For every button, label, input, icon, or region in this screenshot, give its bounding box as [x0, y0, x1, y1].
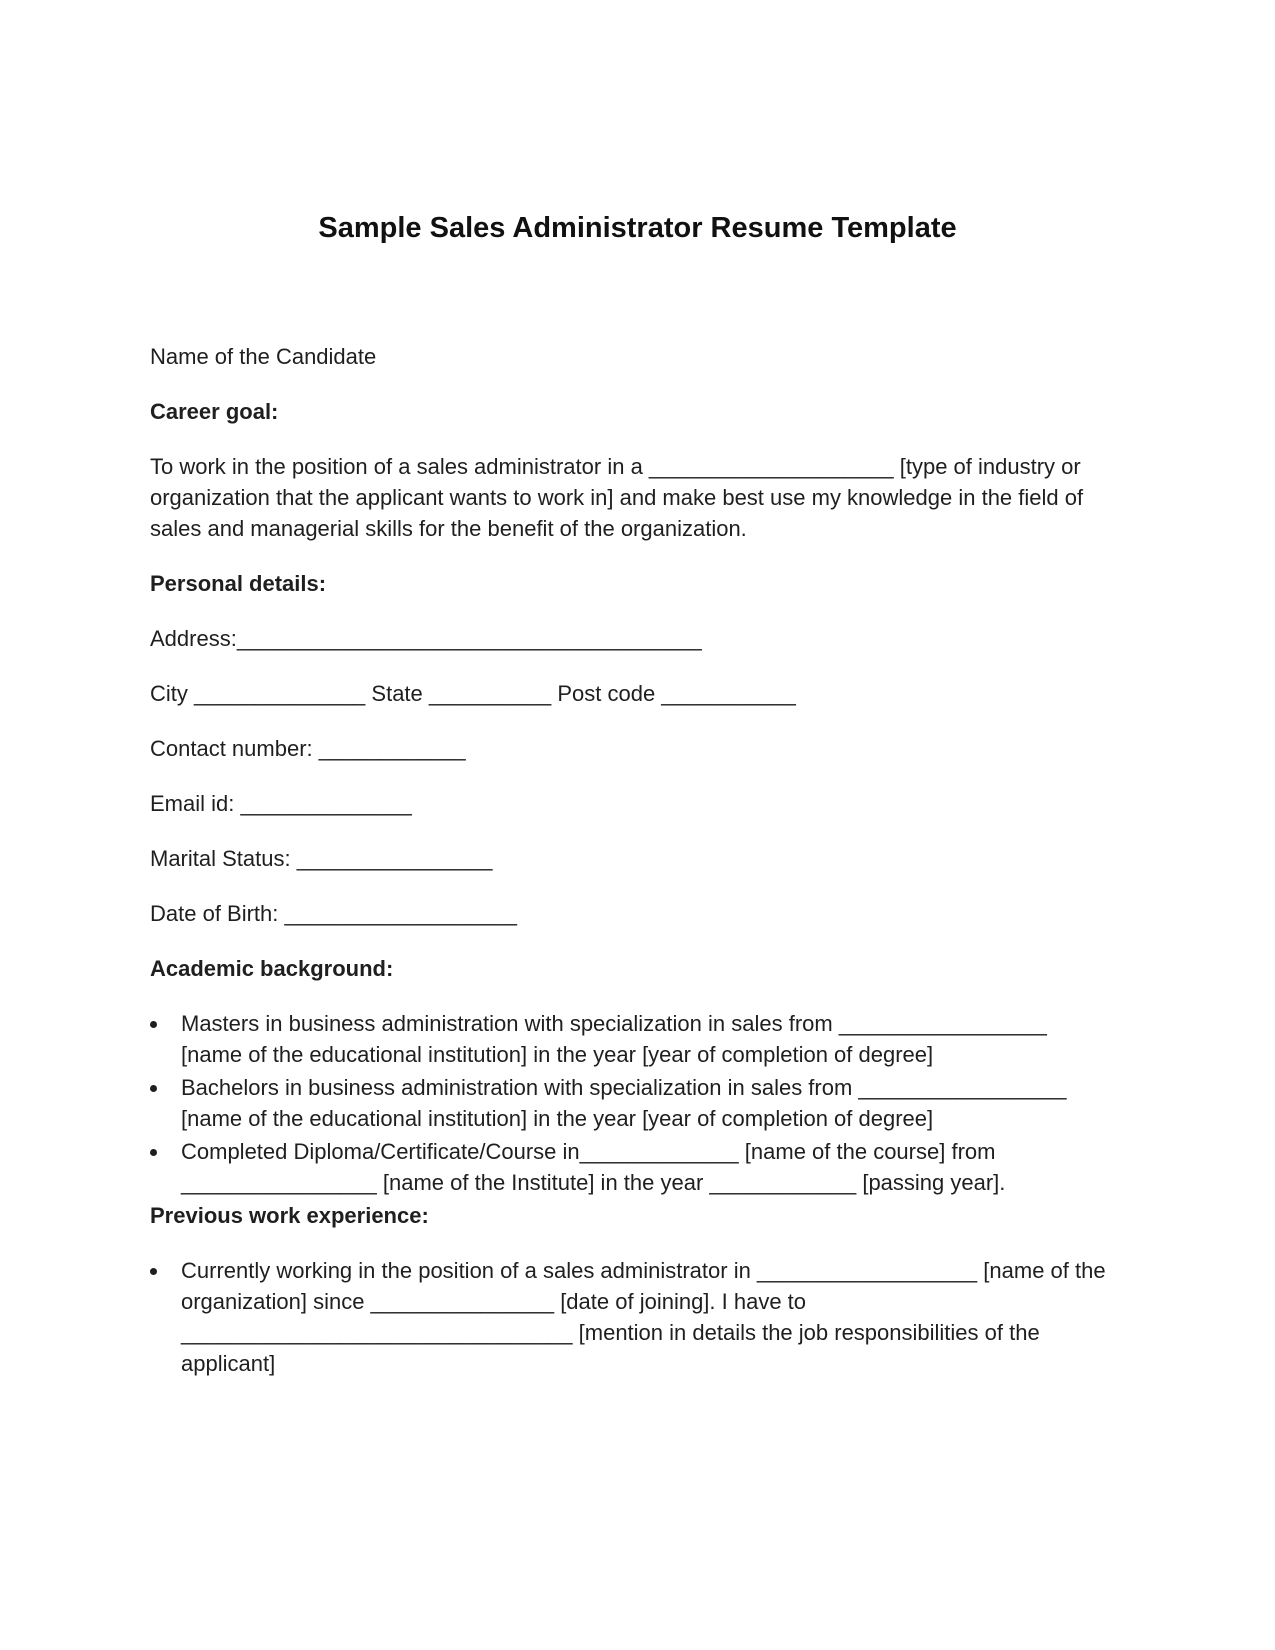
- personal-details-heading: Personal details:: [150, 571, 327, 596]
- address-field: Address:______________________________________: [150, 626, 702, 651]
- career-goal-text: To work in the position of a sales administrator in a ____________________ [type of industry or organization that the applicant wants to work in] and make best use my knowledge in the field of sales and managerial skills for the benefit of the organization.: [150, 454, 1084, 541]
- marital-status-field: Marital Status: ________________: [150, 846, 493, 871]
- document-body: [150, 341, 1110, 1381]
- date-of-birth-field: Date of Birth: ___________________: [150, 901, 517, 926]
- list-item: [150, 1255, 1110, 1379]
- academic-item-text: Bachelors in business administration with specialization in sales from _________________ [name of the educational institution] in the year [year of completion of degree]: [181, 1075, 1067, 1131]
- candidate-name: Name of the Candidate: [150, 344, 377, 369]
- academic-item-text: Masters in business administration with specialization in sales from _________________ [name of the educational institution] in the year [year of completion of degree]: [181, 1011, 1047, 1067]
- career-goal-heading: Career goal:: [150, 399, 279, 424]
- list-item: [150, 1072, 1110, 1134]
- work-list: [150, 1255, 1110, 1379]
- email-field: Email id: ______________: [150, 791, 412, 816]
- bullet-icon: [150, 1149, 157, 1156]
- academic-heading: Academic background:: [150, 956, 394, 981]
- academic-item-text: Completed Diploma/Certificate/Course in_____________ [name of the course] from ________________ [name of the Institute] in the year ____________ [passing year].: [181, 1139, 1006, 1195]
- list-item: [150, 1008, 1110, 1070]
- bullet-icon: [150, 1021, 157, 1028]
- bullet-icon: [150, 1085, 157, 1092]
- work-experience-heading: Previous work experience:: [150, 1203, 429, 1228]
- academic-list: [150, 1008, 1110, 1198]
- city-state-post-field: City ______________ State __________ Post code ___________: [150, 681, 796, 706]
- list-item: [150, 1136, 1110, 1198]
- document-title: Sample Sales Administrator Resume Template: [318, 212, 957, 244]
- work-item-text: Currently working in the position of a sales administrator in __________________ [name of the organization] since _______________ [date of joining]. I have to ________________________________ [mention in details the job responsibilities of the applicant]: [181, 1258, 1106, 1376]
- bullet-icon: [150, 1268, 157, 1275]
- contact-number-field: Contact number: ____________: [150, 736, 466, 761]
